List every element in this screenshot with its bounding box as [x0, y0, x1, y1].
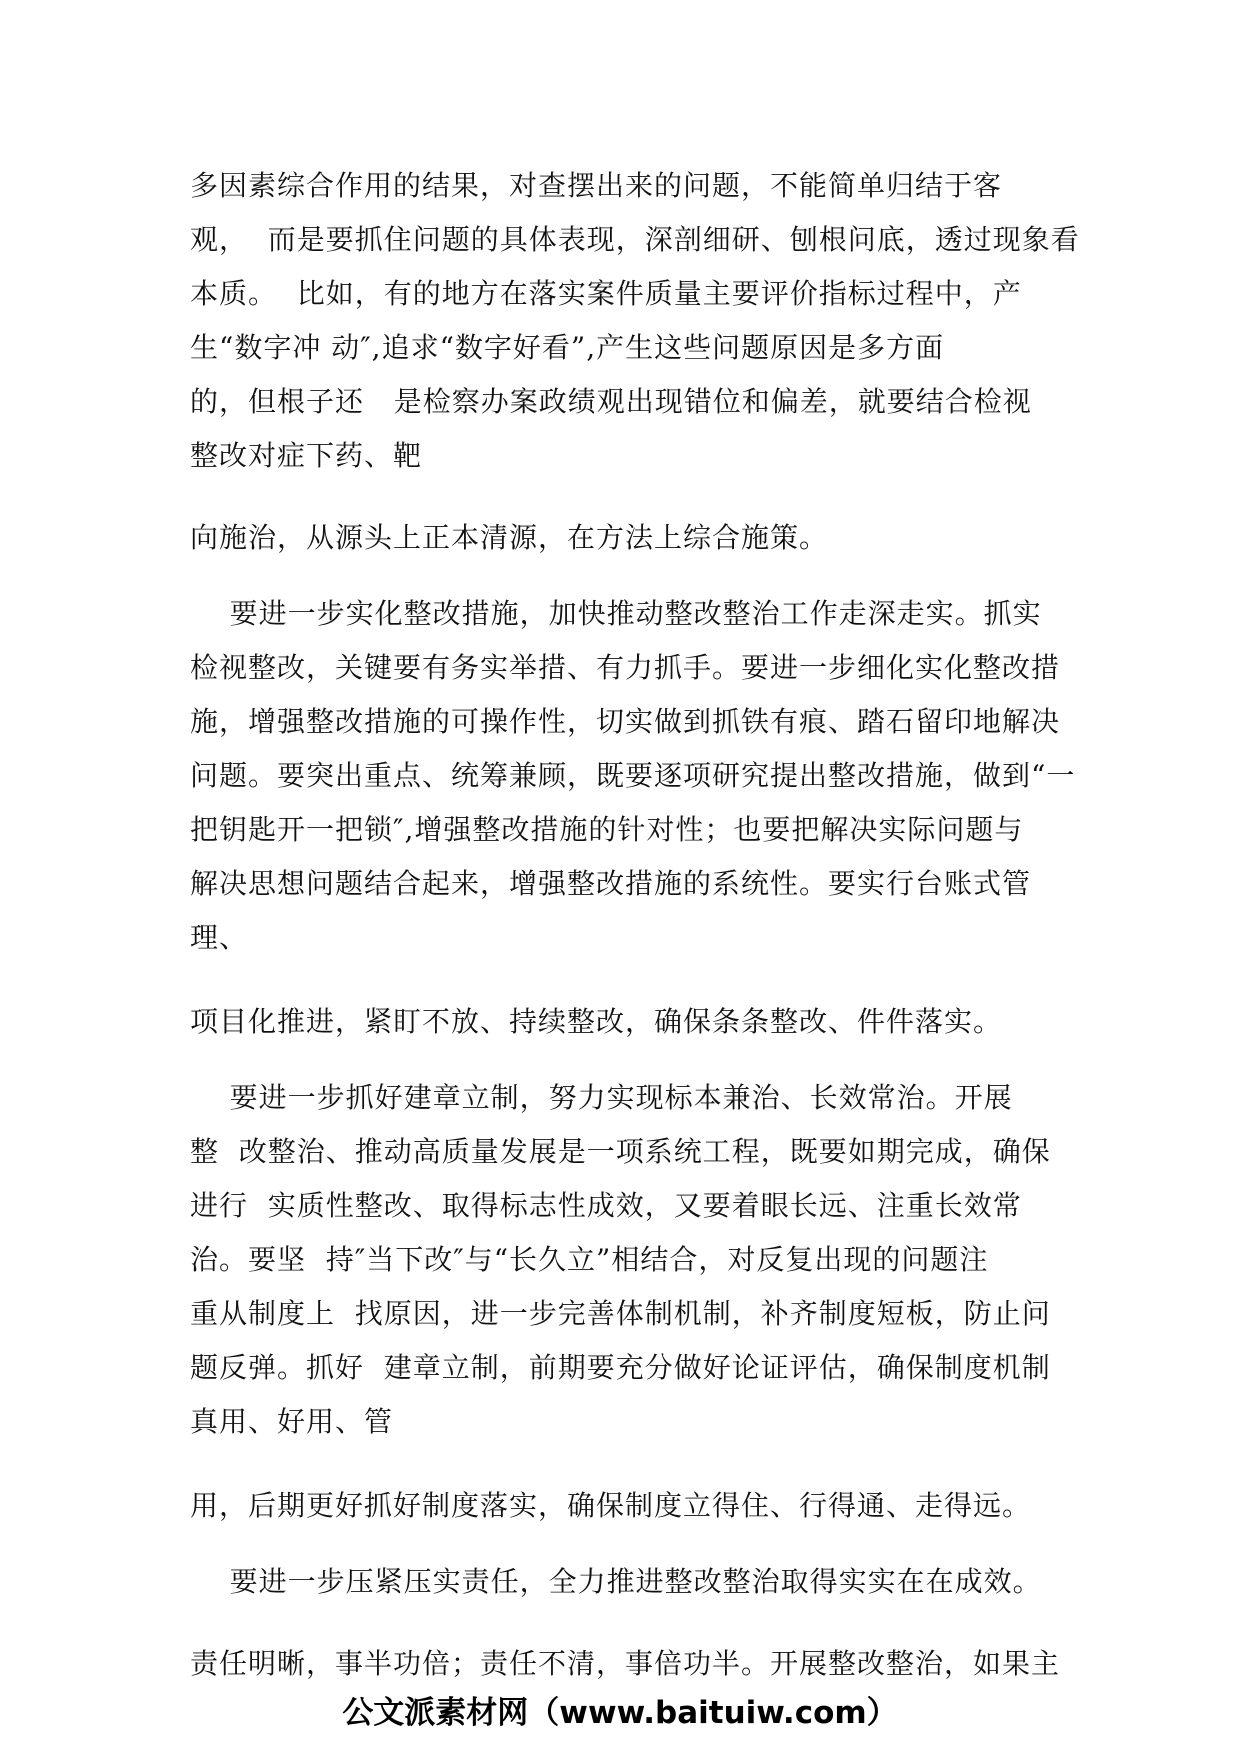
- text-line: 真用、好用、管: [190, 1405, 394, 1438]
- text-line: 重从制度上 找原因，进一步完善体制机制，补齐制度短板，防止问: [190, 1297, 1051, 1330]
- text-line: 解决思想问题结合起来，增强整改措施的系统性。要实行台账式管: [190, 867, 1032, 900]
- text-line: 把钥匙开一把锁″,增强整改措施的针对性；也要把解决实际问题与: [190, 813, 1024, 846]
- text-line: 整改对症下药、靶: [190, 439, 423, 472]
- text-line: 进行 实质性整改、取得标志性成效，又要着眼长远、注重长效常: [190, 1189, 1022, 1222]
- text-line: 项目化推进，紧盯不放、持续整改，确保条条整改、件件落实。: [190, 1005, 1003, 1038]
- text-line: 治。要坚 持″当下改″与“长久立”相结合，对反复出现的问题注: [190, 1243, 989, 1276]
- text-line: 要进一步压紧压实责任，全力推进整改整治取得实实在在成效。: [190, 1565, 1042, 1598]
- text-line: 用，后期更好抓好制度落实，确保制度立得住、行得通、走得远。: [190, 1489, 1032, 1522]
- text-line: 整 改整治、推动高质量发展是一项系统工程，既要如期完成，确保: [190, 1135, 1051, 1168]
- text-line: 施，增强整改措施的可操作性，切实做到抓铁有痕、踏石留印地解决: [190, 705, 1061, 738]
- text-line: 多因素综合作用的结果，对查摆出来的问题，不能简单归结于客: [190, 169, 1003, 202]
- text-line: 检视整改，关键要有务实举措、有力抓手。要进一步细化实化整改措: [190, 651, 1061, 684]
- text-line: 责任明晰，事半功倍；责任不清，事倍功半。开展整改整治，如果主: [190, 1647, 1061, 1680]
- text-line: 要进一步抓好建章立制，努力实现标本兼治、长效常治。开展: [190, 1081, 1013, 1114]
- text-line: 理、: [190, 921, 249, 954]
- text-line: 要进一步实化整改措施，加快推动整改整治工作走深走实。抓实: [190, 597, 1042, 630]
- footer-watermark: 公文派素材网（www.baituiw.com）: [342, 1695, 898, 1731]
- text-line: 本质。 比如，有的地方在落实案件质量主要评价指标过程中，产: [190, 277, 1022, 310]
- text-line: 向施治，从源头上正本清源，在方法上综合施策。: [190, 521, 829, 554]
- text-line: 生“数字冲 动″,追求“数字好看”,产生这些问题原因是多方面: [190, 331, 945, 364]
- text-line: 问题。要突出重点、统筹兼顾，既要逐项研究提出整改措施，做到“一: [190, 759, 1076, 792]
- text-line: 观， 而是要抓住问题的具体表现，深剖细研、刨根问底，透过现象看: [190, 223, 1080, 256]
- text-line: 题反弹。抓好 建章立制，前期要充分做好论证评估，确保制度机制: [190, 1351, 1051, 1384]
- text-line: 的，但根子还 是检察办案政绩观出现错位和偏差，就要结合检视: [190, 385, 1032, 418]
